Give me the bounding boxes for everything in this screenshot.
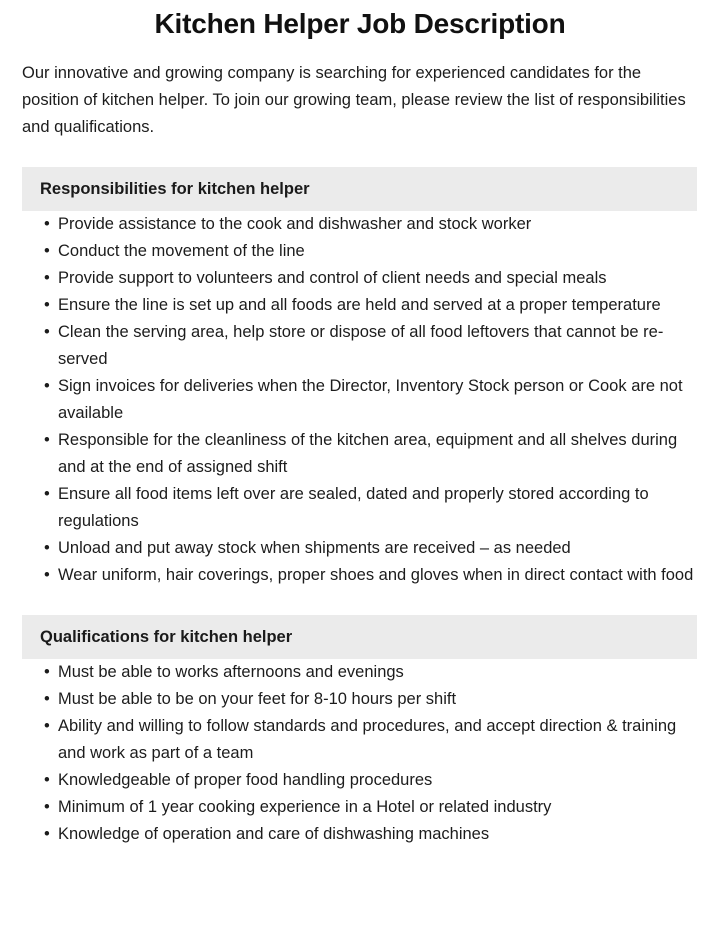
responsibilities-list [0,211,720,589]
intro-paragraph: Our innovative and growing company is searching for experienced candidates for the position of kitchen helper. To join our growing team, please review the list of responsibilities and qualifications. [22,64,686,136]
list-item: • Knowledgeable of proper food handling procedures [58,767,696,794]
section-heading-label: Qualifications for kitchen helper [40,628,293,646]
section-qualifications [0,615,720,848]
list-item: • Ensure all food items left over are sealed, dated and properly stored according to regulations [58,481,696,535]
list-item: • Knowledge of operation and care of dishwashing machines [58,821,696,848]
qualifications-list [0,659,720,848]
page-title: Kitchen Helper Job Description [154,8,566,39]
section-heading-label: Responsibilities for kitchen helper [40,180,310,198]
list-item: • Sign invoices for deliveries when the Director, Inventory Stock person or Cook are not available [58,373,696,427]
list-item: • Responsible for the cleanliness of the kitchen area, equipment and all shelves during and at the end of assigned shift [58,427,696,481]
list-item: • Must be able to be on your feet for 8-10 hours per shift [58,686,696,713]
list-item: • Provide assistance to the cook and dishwasher and stock worker [58,211,696,238]
list-item: • Provide support to volunteers and control of client needs and special meals [58,265,696,292]
list-item: • Ensure the line is set up and all foods are held and served at a proper temperature [58,292,696,319]
list-item: • Wear uniform, hair coverings, proper shoes and gloves when in direct contact with food [58,562,696,589]
section-header-qualifications [22,615,697,659]
list-item: • Clean the serving area, help store or dispose of all food leftovers that cannot be re-served [58,319,696,373]
list-item: • Ability and willing to follow standards and procedures, and accept direction & training and work as part of a team [58,713,696,767]
section-header-responsibilities [22,167,697,211]
list-item: • Must be able to works afternoons and evenings [58,659,696,686]
section-responsibilities [0,167,720,589]
list-item: • Unload and put away stock when shipments are received – as needed [58,535,696,562]
list-item: • Minimum of 1 year cooking experience in a Hotel or related industry [58,794,696,821]
list-item: • Conduct the movement of the line [58,238,696,265]
